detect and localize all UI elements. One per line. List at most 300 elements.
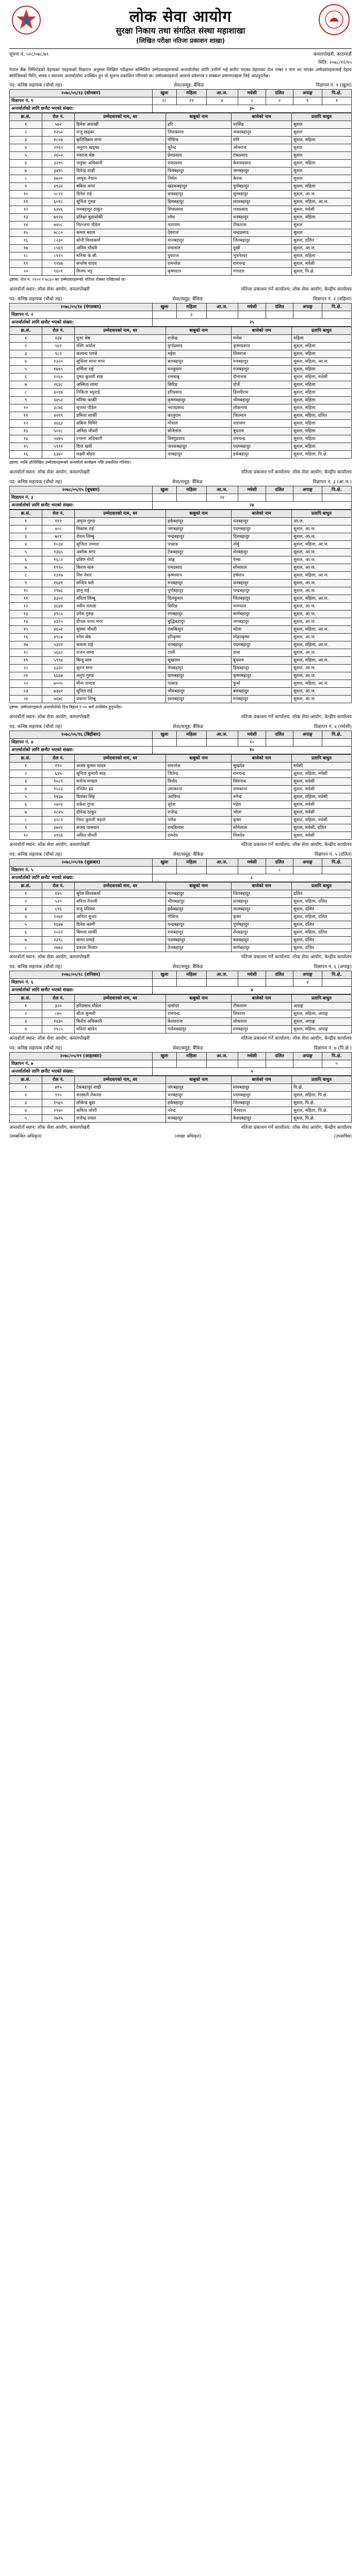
table-cell: सुशल, महिला, मधेसी [292, 793, 352, 801]
table-cell: गणेश [166, 817, 232, 824]
summary-value [266, 1060, 293, 1068]
summary-corner: २०७८/०५/१६ (बिहीबार) [10, 731, 153, 739]
table-row [10, 1084, 352, 1092]
table-cell: ९६०१ [42, 268, 75, 276]
publisher-office: नतिजा प्रकाशन गर्ने कार्यालय: लोक सेवा आयोग, केन्द्रीय कार्यालय [241, 1036, 352, 1041]
table-cell: जितमान [232, 412, 292, 420]
summary-col-header: महिला [176, 486, 206, 494]
table-cell: कृष्णदत्त [166, 268, 232, 276]
psc-seal-icon [319, 4, 350, 35]
table-row [10, 1107, 352, 1115]
table-cell: दुर्गाप्रसाद [166, 343, 232, 350]
table-row [10, 389, 352, 397]
results-table [9, 882, 352, 952]
org-title: लोक सेवा आयोग [129, 8, 232, 26]
summary-col-header: खुला [152, 971, 176, 979]
interview-count-label: अन्तर्वार्ताको लागि छनौट भएको संख्या: [10, 105, 153, 113]
summary-value [293, 494, 322, 502]
summary-col-header: अपाङ्ग [293, 303, 322, 311]
table-cell: उमेश गुरुङ [75, 611, 166, 618]
table-cell: जितबहादुर [232, 890, 292, 898]
table-cell: पुष्पा कुमारी साह [75, 374, 166, 381]
table-cell: सरिता नेपाली [75, 898, 166, 906]
table-cell: जितेन्द्र [166, 770, 232, 778]
table-cell: सुशल, मधेसी [292, 206, 352, 214]
table-cell: पदमबहादुर [232, 1092, 292, 1099]
summary-value [293, 1060, 322, 1068]
table-cell: ४७२० [42, 175, 75, 183]
table-cell: लोकराज [232, 1018, 292, 1026]
summary-col-header: पि.क्षे. [322, 1053, 351, 1060]
table-row [10, 595, 352, 603]
table-cell: १४५ [42, 890, 75, 898]
table-row [10, 778, 352, 786]
summary-table [9, 89, 352, 113]
table-cell: हिमबहादुर [166, 198, 232, 206]
table-cell: दावा [232, 649, 292, 657]
table-cell: तेजबहादुर [166, 944, 232, 952]
table-cell: ४६५२ [42, 626, 75, 634]
table-cell: सुशल, महिला, आ.ज. [292, 572, 352, 580]
summary-col-header: दलित [266, 303, 293, 311]
results-col-header: बाबुको नाम [166, 1076, 232, 1084]
table-cell: कृतिविक्रम राणा [75, 137, 166, 144]
table-cell: टासी [166, 649, 232, 657]
results-col-header: रोल नं. [42, 1076, 75, 1084]
table-cell: १५६५ [42, 1099, 75, 1107]
table-cell: पुर्णबहादुर [166, 587, 232, 595]
table-cell: सुशल, आ.ज. [292, 526, 352, 533]
table-cell: ५ [10, 152, 42, 160]
table-row [10, 206, 352, 214]
table-cell: धनबहादुर [166, 1092, 232, 1099]
table-cell: प्रमिला सार्की [75, 412, 166, 420]
service-label: सेवा/समूह: बैंकिङ [173, 1046, 203, 1051]
table-cell: सुशल, महिला, आ.ज. [292, 641, 352, 649]
results-col-header: बाबुको नाम [166, 755, 232, 762]
table-cell: चित्रबहादुर [166, 167, 232, 175]
table-cell: दीपेन्द्र ठाकुर [75, 809, 166, 817]
table-cell: देवराज [166, 229, 232, 237]
table-cell: १२ [10, 603, 42, 611]
table-cell: सुशल, महिला, मधेसी [292, 374, 352, 381]
table-cell: ३०९७ [42, 389, 75, 397]
summary-value [238, 1060, 266, 1068]
table-cell: ४ [10, 1107, 42, 1115]
table-row [10, 1092, 352, 1099]
table-cell: ११ [10, 198, 42, 206]
table-cell: जंगबहादुर [166, 526, 232, 533]
table-cell: रामलाल [166, 245, 232, 252]
table-cell: ५८२१ [42, 191, 75, 198]
results-col-header: उम्मेदवारको नाम, थर [75, 1076, 166, 1084]
table-cell: दलित [292, 890, 352, 898]
table-cell: रोशन लिम्बू [75, 533, 166, 541]
results-col-header: रोल नं. [42, 510, 75, 518]
table-cell: सुशल, महिला [292, 343, 352, 350]
post-label: पद: कनिष्ठ सहायक (चौथो तह) [9, 724, 62, 730]
table-cell: जंगबहादुर [166, 1084, 232, 1092]
table-cell: सुशल, मधेसी [292, 786, 352, 793]
summary-value [322, 494, 351, 502]
summary-value [152, 1060, 176, 1068]
summary-col-header: मधेसी [238, 971, 266, 979]
table-cell: भीमबहादुर [232, 397, 292, 404]
table-cell: रामबाबु [166, 374, 232, 381]
exam-date: विज्ञापन नं. ३ (आ.ज.) [313, 480, 352, 485]
table-cell: सृजना पौडेल [75, 404, 166, 412]
table-row [10, 443, 352, 451]
table-cell: २२ [10, 680, 42, 688]
table-cell: प्रेमप्रसाद [166, 152, 232, 160]
table-cell: २ [10, 770, 42, 778]
table-row [10, 649, 352, 657]
publisher-line [9, 1124, 352, 1130]
table-row [10, 191, 352, 198]
table-cell: हिमेश अयाखी [75, 121, 166, 129]
table-cell: ९ [10, 824, 42, 832]
table-cell: सुशल, आ.ज. [292, 665, 352, 672]
summary-value [176, 979, 206, 987]
table-cell: रामचन्द्र [166, 1010, 232, 1018]
table-cell: सुशल, मधेसी [292, 832, 352, 840]
table-cell: सुरेश विश्वकर्मा [75, 890, 166, 898]
interview-count-label: अन्तर्वार्ताको लागि छनौट भएको संख्या: [10, 502, 153, 510]
table-cell: ६४५ [42, 770, 75, 778]
summary-value [238, 979, 266, 987]
summary-col-header: आ.ज. [206, 1053, 238, 1060]
table-cell: मनबहादुर [232, 358, 292, 366]
table-cell: रन्जना अधिकारी [75, 435, 166, 443]
table-row [10, 175, 352, 183]
table-cell: ४०८ [42, 526, 75, 533]
table-cell: ५२० [42, 898, 75, 906]
table-cell: आङ्ग [166, 556, 232, 564]
results-table [9, 1076, 352, 1123]
results-col-header: क्र.सं. [10, 113, 42, 121]
service-label: सेवा/समूह: बैंकिङ [173, 724, 203, 730]
table-cell: हरिकृष्ण [166, 634, 232, 641]
table-row [10, 260, 352, 268]
results-col-header: उम्मेदवारको नाम, थर [75, 510, 166, 518]
table-cell: २७७३ [42, 944, 75, 952]
table-cell: भैरवदत्त [232, 1107, 292, 1115]
summary-value [176, 867, 206, 874]
table-cell: १४ [10, 222, 42, 229]
table-cell: १६८२ [42, 556, 75, 564]
table-cell: सुशल, मधेसी [292, 809, 352, 817]
summary-count-row [10, 747, 352, 754]
table-cell: १५ [10, 626, 42, 634]
table-row [10, 572, 352, 580]
table-cell: २८४५ [42, 809, 75, 817]
results-header-row [10, 1076, 352, 1084]
table-cell: अरविन्द [166, 793, 232, 801]
table-cell: छिरिङ [166, 603, 232, 611]
table-row [10, 121, 352, 129]
table-row [10, 358, 352, 366]
table-cell: १२७१ [42, 913, 75, 921]
table-cell: २ [10, 343, 42, 350]
table-cell: सुशल, महिला, आ.ज. [292, 541, 352, 549]
table-cell: शिवराम [232, 1010, 292, 1018]
table-cell: २ [10, 898, 42, 906]
table-cell: ११ [10, 412, 42, 420]
publisher-office: नतिजा प्रकाशन गर्ने कार्यालय: लोक सेवा आयोग, केन्द्रीय कार्यालय [241, 955, 352, 960]
table-row [10, 198, 352, 206]
summary-col-header: पि.क्षे. [322, 90, 351, 97]
table-cell: बुधराम [232, 657, 292, 665]
summary-col-header: मधेसी [238, 486, 266, 494]
results-col-header: क्र.सं. [10, 755, 42, 762]
table-cell: सोमलाल [232, 564, 292, 572]
table-cell: सुशल [292, 167, 352, 175]
table-cell: रणबहादुर [232, 1026, 292, 1033]
summary-row-label: विज्ञापन नं. १ [10, 97, 153, 105]
table-cell: प्रतिक्षा बुढाथोकी [75, 214, 166, 222]
table-cell: सुशल, दलित [292, 906, 352, 913]
summary-value [152, 739, 176, 747]
table-cell: अजय कुमार यादव [75, 762, 166, 770]
table-cell: राजेन्द्र [166, 809, 232, 817]
table-cell: मोहनकृष्ण [232, 634, 292, 641]
table-cell: ४ [10, 358, 42, 366]
table-cell: २१ [10, 672, 42, 680]
results-col-header: बाजेको नाम [232, 883, 292, 890]
table-cell: ज्ञानु राई [75, 587, 166, 595]
table-cell: १६ [10, 451, 42, 459]
summary-count-row [10, 502, 352, 510]
table-cell: ४९८७ [42, 634, 75, 641]
section-header [9, 81, 352, 88]
table-cell: ६ [10, 556, 42, 564]
table-cell: २१४० [42, 1107, 75, 1115]
table-cell: सरस्वती रोकाया [75, 1092, 166, 1099]
table-cell: सन्दिप घले [75, 580, 166, 587]
table-row [10, 944, 352, 952]
table-cell: ९ [10, 580, 42, 587]
table-row [10, 898, 352, 906]
results-col-header: क्र.सं. [10, 327, 42, 335]
summary-count-row [10, 987, 352, 994]
summary-value: १ [293, 97, 322, 105]
publisher-line [9, 953, 352, 960]
table-cell: सुशल, महिला [292, 137, 352, 144]
signatory-center: (शाखा अधिकृत) [174, 1134, 202, 1139]
table-row [10, 268, 352, 276]
table-cell: राजु खड्का [75, 129, 166, 137]
table-cell: नाम्ग्याल [232, 603, 292, 611]
table-cell: ४ [10, 913, 42, 921]
results-header-row [10, 883, 352, 890]
table-cell: ३३०२ [42, 595, 75, 603]
table-cell: १७ [10, 641, 42, 649]
table-cell: कर्णबहादुर [232, 611, 292, 618]
table-cell: भरतप्रसाद [166, 404, 232, 412]
table-cell: १५ [10, 443, 42, 451]
table-cell: १२ [10, 420, 42, 428]
table-cell: मानबहादुर [232, 1084, 292, 1092]
office-address: कमलपोखरी, काठमाडौं [313, 52, 352, 57]
signatory-left: (सम्बन्धित अधिकृत) [9, 1134, 42, 1139]
results-col-header: प्रतापि बाधुत [292, 510, 352, 518]
table-cell: पदमबहादुर [232, 526, 292, 533]
table-row [10, 665, 352, 672]
table-cell: राजेन्द्र रावल [75, 1115, 166, 1123]
results-col-header: रोल नं. [42, 755, 75, 762]
table-cell: पूजा श्रेष्ठ [75, 335, 166, 343]
summary-value [266, 494, 293, 502]
table-cell: हिमबहादुर [232, 665, 292, 672]
summary-value: २८ [152, 97, 176, 105]
table-cell: सुशल, दलित [292, 237, 352, 245]
table-row [10, 817, 352, 824]
table-cell: दुखी [232, 245, 292, 252]
summary-col-header: दलित [266, 1053, 293, 1060]
post-label: पद: कनिष्ठ सहायक (चौथो तह) [9, 1046, 62, 1051]
table-cell: हर्कबहादुर [166, 906, 232, 913]
table-cell: सुशल, आ.ज. [292, 533, 352, 541]
summary-col-header: महिला [176, 971, 206, 979]
table-cell: सुशल, महिला, आ.ज. [292, 657, 352, 665]
table-cell: ९९० [42, 1092, 75, 1099]
table-cell: ५ [10, 1115, 42, 1123]
publisher-line [9, 713, 352, 720]
publisher-line [9, 841, 352, 848]
results-col-header: प्रतापि बाधुत [292, 883, 352, 890]
table-cell: जयप्रसाद [232, 206, 292, 214]
table-cell: निरु नेवार [75, 572, 166, 580]
table-cell: भोला [232, 626, 292, 634]
table-cell: सुशल, आ.ज. [292, 672, 352, 680]
table-cell: ८ [10, 175, 42, 183]
table-cell: सुशल, महिला [292, 435, 352, 443]
table-cell: १ [10, 762, 42, 770]
summary-value: १ [322, 97, 351, 105]
table-row [10, 374, 352, 381]
table-cell: शर्मिला राई [75, 366, 166, 374]
table-row [10, 144, 352, 152]
table-cell: मधेसी [292, 762, 352, 770]
results-header-row [10, 113, 352, 121]
signatory-right: (उपसचिव) [334, 1134, 352, 1139]
summary-col-header: पि.क्षे. [322, 859, 351, 867]
interview-count-label: अन्तर्वार्ताको लागि छनौट भएको संख्या: [10, 747, 153, 754]
table-row [10, 786, 352, 793]
publisher-line [9, 285, 352, 292]
table-cell: जितबहादुर [232, 237, 292, 245]
summary-count-row [10, 319, 352, 327]
table-cell: जगबहादुर [232, 167, 292, 175]
table-cell: सुशल, महिला, आ.ज. [292, 680, 352, 688]
table-cell: चन्द्रबहादुर [166, 533, 232, 541]
table-cell: ४१५ [42, 1084, 75, 1092]
table-cell: ७ [10, 809, 42, 817]
table-row [10, 906, 352, 913]
summary-table [9, 1052, 352, 1076]
table-cell: सुखराम [166, 657, 232, 665]
summary-table [9, 858, 352, 882]
table-cell: १६ [10, 634, 42, 641]
table-cell: शिवराज [232, 350, 292, 358]
table-cell: महेश [232, 801, 292, 809]
table-cell: सुशल, आ.ज. [292, 688, 352, 696]
table-cell: २४ [10, 696, 42, 703]
summary-corner: २०७८/०५/१७ (शुक्रबार) [10, 859, 153, 867]
summary-value [152, 311, 176, 319]
table-cell: केशवराज [166, 1018, 232, 1026]
table-cell: ८९१५ [42, 252, 75, 260]
table-cell: सुजिता तामाङ [75, 541, 166, 549]
table-cell: भुवनेश्वर [232, 252, 292, 260]
summary-value [293, 311, 322, 319]
table-cell: ४२१९ [42, 412, 75, 420]
table-cell: हस्तबहादुर [166, 696, 232, 703]
table-cell: सुशल, महिला, पि.क्षे. [292, 451, 352, 459]
table-cell: सन्तोष यादव [75, 260, 166, 268]
table-cell: ५ [10, 921, 42, 929]
table-row [10, 1099, 352, 1107]
table-cell: १ [10, 890, 42, 898]
summary-col-header: अपाङ्ग [293, 1053, 322, 1060]
summary-col-header: आ.ज. [206, 90, 238, 97]
table-cell: ९ [10, 183, 42, 191]
table-cell: सुनिता कुमारी साह [75, 770, 166, 778]
table-cell: हर्कबहादुर [232, 451, 292, 459]
summary-col-header: अपाङ्ग [293, 731, 322, 739]
table-cell: १ [10, 335, 42, 343]
interview-count-value: ५ [152, 1068, 351, 1076]
table-cell: २ [10, 1010, 42, 1018]
summary-table [9, 971, 352, 994]
table-cell: ४६६३ [42, 420, 75, 428]
table-cell: केशवप्रसाद [232, 160, 292, 167]
table-cell: मनबहादुर [166, 580, 232, 587]
summary-value [266, 739, 293, 747]
table-cell: रामदेव [166, 832, 232, 840]
results-col-header: प्रतापि बाधुत [292, 327, 352, 335]
table-cell: ८५६९ [42, 245, 75, 252]
table-cell: २७१५ [42, 1115, 75, 1123]
table-cell: सुशल, महिला, आ.ज. [292, 626, 352, 634]
table-cell: ८ [10, 389, 42, 397]
table-cell: २३९८ [42, 937, 75, 944]
summary-col-header: मधेसी [238, 1053, 266, 1060]
table-cell: सुशल [292, 121, 352, 129]
results-col-header: बाजेको नाम [232, 755, 292, 762]
table-cell: सुशल, महिला, अपाङ्ग [292, 1026, 352, 1033]
table-cell: सीता कुमारी [75, 1010, 166, 1018]
summary-value [176, 494, 206, 502]
table-row [10, 913, 352, 921]
table-cell: गणेशबहादुर [166, 1026, 232, 1033]
table-row [10, 626, 352, 634]
summary-col-header: महिला [176, 1053, 206, 1060]
table-cell: ८ [10, 817, 42, 824]
table-cell: आयुश नेपाल [75, 175, 166, 183]
table-cell: बलबहादुर [232, 688, 292, 696]
table-row [10, 412, 352, 420]
exam-date: विज्ञापन नं. ४ (मधेसी) [314, 724, 352, 730]
result-section [9, 851, 352, 960]
table-cell: सुशल, महिला [292, 214, 352, 222]
table-cell: बिमला सार्की [75, 929, 166, 937]
table-cell: १३ [10, 214, 42, 222]
table-cell: गंगादत्त [232, 268, 292, 276]
table-row [10, 1018, 352, 1026]
summary-value [176, 739, 206, 747]
table-row [10, 404, 352, 412]
